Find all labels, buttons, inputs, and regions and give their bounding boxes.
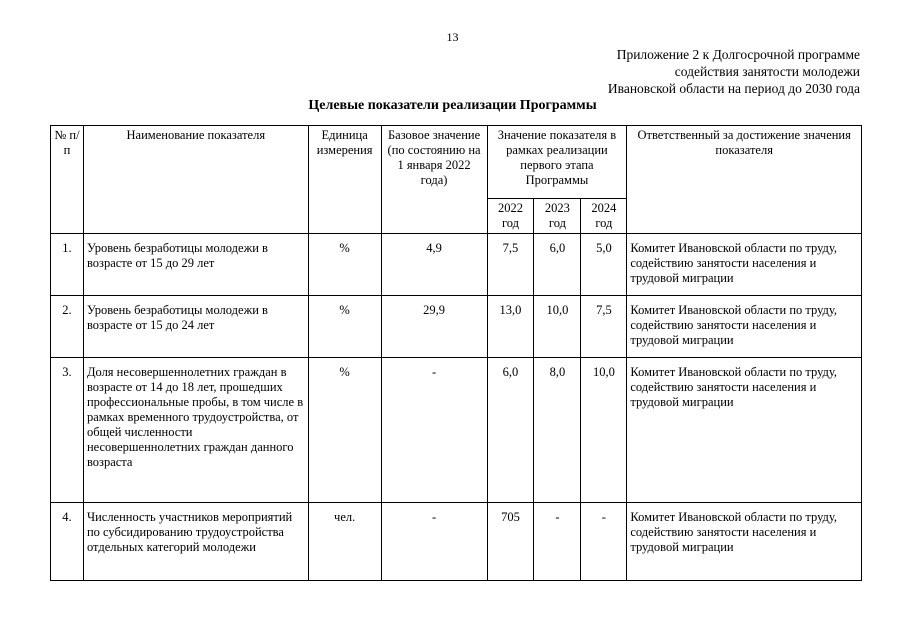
header-values-group: Значение показателя в рамках реализации первого этапа Программы bbox=[487, 126, 627, 199]
table-row bbox=[51, 358, 862, 503]
appendix-line-2: содействия занятости молодежи bbox=[674, 64, 860, 79]
row-value-2024: 5,0 bbox=[581, 234, 627, 296]
row-num: 3. bbox=[51, 358, 84, 503]
row-base: 4,9 bbox=[381, 234, 487, 296]
table-row bbox=[51, 234, 862, 296]
row-base: - bbox=[381, 503, 487, 581]
table-header-row bbox=[51, 126, 862, 199]
row-name: Уровень безработицы молодежи в возрасте от 15 до 29 лет bbox=[83, 234, 308, 296]
row-value-2024: - bbox=[581, 503, 627, 581]
row-name: Доля несовершеннолетних граждан в возрасте от 14 до 18 лет, прошедших профессиональные пробы, в том числе в рамках временного трудоустройства, от общей численности несовершеннолетних граждан данного возраста bbox=[83, 358, 308, 503]
row-value-2023: 6,0 bbox=[534, 234, 581, 296]
header-year-2023: 2023 год bbox=[534, 199, 581, 234]
row-num: 1. bbox=[51, 234, 84, 296]
header-num: № п/п bbox=[51, 126, 84, 234]
header-base: Базовое значение (по состоянию на 1 января 2022 года) bbox=[381, 126, 487, 234]
row-unit: чел. bbox=[308, 503, 381, 581]
page-number: 13 bbox=[446, 30, 459, 44]
row-value-2022: 705 bbox=[487, 503, 534, 581]
row-value-2022: 7,5 bbox=[487, 234, 534, 296]
indicators-table bbox=[50, 125, 862, 581]
row-unit: % bbox=[308, 296, 381, 358]
header-name: Наименование показателя bbox=[83, 126, 308, 234]
header-year-2024: 2024 год bbox=[581, 199, 627, 234]
row-unit: % bbox=[308, 234, 381, 296]
row-name: Уровень безработицы молодежи в возрасте от 15 до 24 лет bbox=[83, 296, 308, 358]
header-unit: Единица измерения bbox=[308, 126, 381, 234]
row-value-2024: 10,0 bbox=[581, 358, 627, 503]
row-responsible: Комитет Ивановской области по труду, содействию занятости населения и трудовой миграции bbox=[627, 503, 862, 581]
row-value-2023: 10,0 bbox=[534, 296, 581, 358]
document-title: Целевые показатели реализации Программы bbox=[308, 98, 597, 113]
row-num: 2. bbox=[51, 296, 84, 358]
row-base: 29,9 bbox=[381, 296, 487, 358]
row-value-2023: 8,0 bbox=[534, 358, 581, 503]
row-responsible: Комитет Ивановской области по труду, содействию занятости населения и трудовой миграции bbox=[627, 234, 862, 296]
appendix-note bbox=[608, 46, 860, 97]
table-row bbox=[51, 503, 862, 581]
row-name: Численность участников мероприятий по субсидированию трудоустройства отдельных категорий молодежи bbox=[83, 503, 308, 581]
row-base: - bbox=[381, 358, 487, 503]
row-responsible: Комитет Ивановской области по труду, содействию занятости населения и трудовой миграции bbox=[627, 358, 862, 503]
appendix-line-1: Приложение 2 к Долгосрочной программе bbox=[616, 47, 860, 62]
row-value-2022: 6,0 bbox=[487, 358, 534, 503]
row-value-2024: 7,5 bbox=[581, 296, 627, 358]
row-responsible: Комитет Ивановской области по труду, содействию занятости населения и трудовой миграции bbox=[627, 296, 862, 358]
appendix-line-3: Ивановской области на период до 2030 года bbox=[607, 81, 860, 96]
row-value-2023: - bbox=[534, 503, 581, 581]
table-row bbox=[51, 296, 862, 358]
header-year-2022: 2022 год bbox=[487, 199, 534, 234]
row-num: 4. bbox=[51, 503, 84, 581]
row-value-2022: 13,0 bbox=[487, 296, 534, 358]
header-responsible: Ответственный за достижение значения показателя bbox=[627, 126, 862, 234]
row-unit: % bbox=[308, 358, 381, 503]
